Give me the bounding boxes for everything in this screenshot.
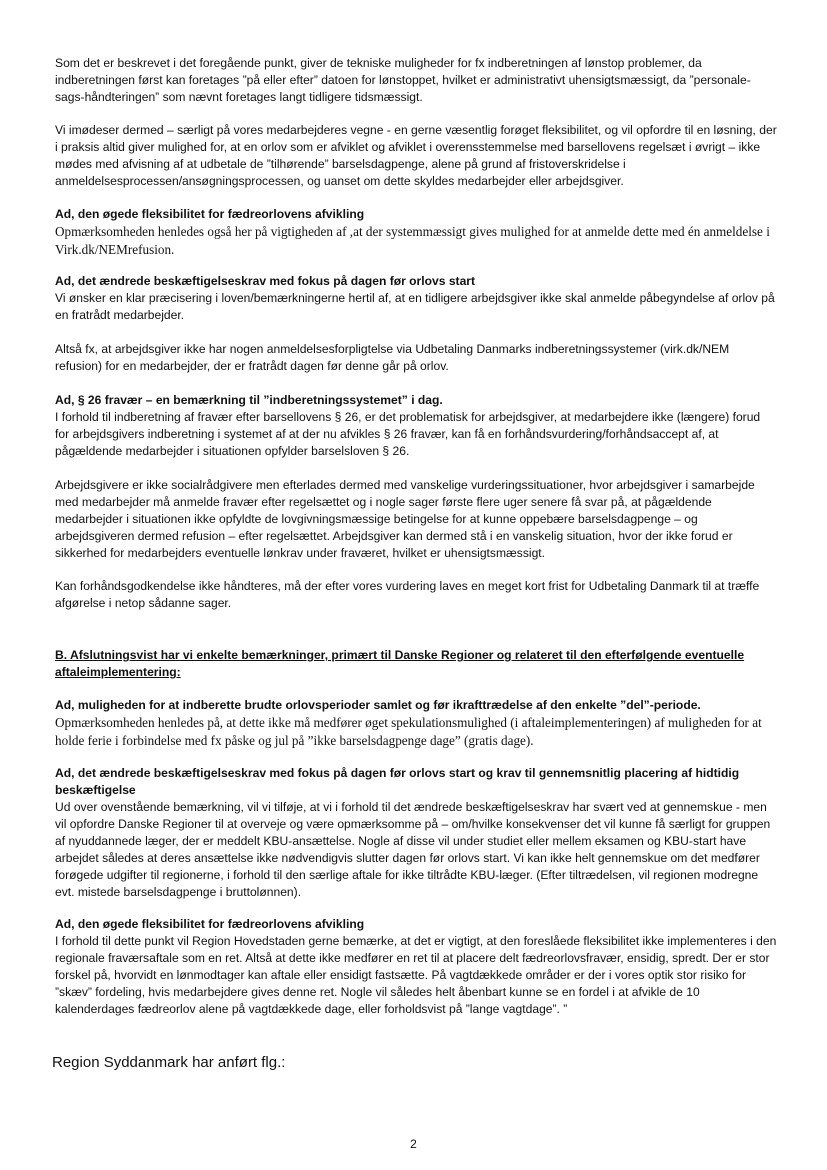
heading-brudte-orlovsperioder: Ad, muligheden for at indberette brudte orlovsperioder samlet og før ikrafttrædelse af den enkelte ”del”-periode. (55, 698, 701, 712)
heading-beskaeftigelseskrav: Ad, det ændrede beskæftigelseskrav med fokus på dagen før orlovs start (55, 274, 476, 288)
paragraph-kbu-laeger: Ud over ovenstående bemærkning, vil vi tilføje, at vi i forhold til det ændrede beskæftigelseskrav har svært ved at gennemskue - men vil opfordre Danske Regioner til at overveje og være opmærksomme på – om/hvilke konsekvenser det vil kunne få særligt for gruppen af nyuddannede læger, der er meddelt KBU-ansættelse. Nogle af disse vil under studiet eller mellem eksamen og KBU-start have arbejdet således at deres ansættelse ikke nødvendigvis slutter dagen før orlovs start. Vi kan ikke helt gennemskue om det medfører forøgede udgifter til regionerne, i forhold til den særlige aftale for ikke tiltrådte KBU-læger. (Efter tiltrædelsen, vil regionen modregne evt. mistede barselsdagpenge i bruttolønnen). (55, 800, 771, 899)
heading-beskaeftigelseskrav-placering: Ad, det ændrede beskæftigelseskrav med fokus på dagen før orlovs start og krav til gennemsnitlig placering af hidtidig beskæftigelse (55, 766, 740, 797)
section-faedreorlov-1 (55, 206, 777, 259)
paragraph-anmeldelsesforpligtelse: Altså fx, at arbejdsgiver ikke har nogen anmeldelsesforpligtelse via Udbetaling Danmarks indberetningssystemer (virk.dk/NEM refusion) for en medarbejder, der er fratrådt dagen før denne går på orlov. (55, 342, 730, 373)
heading-paragraf-26: Ad, § 26 fravær – en bemærkning til ”indberetningssystemet” i dag. (55, 393, 443, 407)
section-paragraf-26 (55, 392, 777, 460)
paragraph-fleksibilitet-opfordring: Vi imødeser dermed – særligt på vores medarbejderes vegne - en gerne væsentlig forøget fleksibilitet, og vil opfordre til en løsning, der i praksis altid giver mulighed for, at en orlov som er afviklet og afviklet i overensstemmelse med barsellovens regelsæt i øvrigt – ikke mødes med afvisning af at udbetale de ”tilhørende” barselsdagpenge, alene på grund af fristoverskridelse i anmeldelsesprocessen/ansøgningsprocessen, og uanset om dette skyldes medarbejder eller arbejdsgiver. (55, 123, 777, 188)
section-b-title: B. Afslutningsvist har vi enkelte bemærkninger, primært til Danske Regioner og relateret til den efterfølgende eventuelle aftaleimplementering: (55, 648, 745, 679)
paragraph-spekulationsmulighed: Opmærksomheden henledes på, at dette ikke må medfører øget spekulationsmulighed (i aftaleimplementeringen) af muligheden for at holde ferie i forbindelse med fx påske og jul på ”ikke barselsdagpenge dage” (gratis dage). (55, 715, 762, 748)
paragraph-praecisering: Vi ønsker en klar præcisering i loven/bemærkningerne hertil af, at en tidligere arbejdsgiver ikke skal anmelde påbegyndelse af orlov på en fratrådt medarbejder. (55, 291, 775, 322)
paragraph-lonstop: Som det er beskrevet i det foregående punkt, giver de tekniske muligheder for fx indberetningen af lønstop problemer, da indberetningen først kan foretages ”på eller efter” datoen for lønstoppet, hvilket er administrativt uhensigtsmæssigt, da ”personale-sags-håndteringen” som nævnt foretages langt tidligere tidsmæssigt. (55, 56, 751, 104)
heading-faedreorlov: Ad, den øgede fleksibilitet for fædreorlovens afvikling (55, 207, 365, 221)
page-number: 2 (410, 1137, 417, 1151)
section-brudte-orlovsperioder (55, 697, 777, 750)
closing-line: Region Syddanmark har anført flg.: (52, 1054, 286, 1071)
paragraph-region-hovedstaden: I forhold til dette punkt vil Region Hovedstaden gerne bemærke, at det er vigtigt, at den foreslåede fleksibilitet ikke implementeres i den regionale fraværsaftale som en ret. Altså at dette ikke medfører en ret til at placere delt fædreorlovsfravær, ensidig, spredt. Der er stor forskel på, hvorvidt en lønmodtager kan aftale eller ensidigt fastsætte. På vagtdækkede områder er der i vores optik stor risiko for ”skæv” fordeling, hvis medarbejdere gives denne ret. Nogle vil således helt åbenbart kunne se en fordel i at afvikle de 10 kalenderdages fædreorlov alene på vagtdækkede dage, eller forholdsvist på ”lange vagtdage”. ” (55, 934, 777, 1016)
section-faedreorlov-2 (55, 916, 777, 1018)
paragraph-socialraadgivere: Arbejdsgivere er ikke socialrådgivere men efterlades dermed med vanskelige vurderingssituationer, hvor arbejdsgiver i samarbejde med medarbejder må anmelde fravær efter regelsættet og i nogle sager første flere uger senere få svar på, at pågældende medarbejder i situationen ikke opfyldte de lovgivningsmæssige betingelse for at kunne oppebære barselsdagpenge – og arbejdsgiveren dermed refusion – efter regelsættet. Arbejdsgiver kan dermed stå i en vanskelig situation, hvor der ikke forud er sikkerhed for medarbejders eventuelle lønkrav under fraværet, hvilket er uhensigtsmæssigt. (55, 478, 755, 560)
section-beskaeftigelseskrav-2 (55, 765, 777, 901)
section-beskaeftigelseskrav-1 (55, 273, 777, 324)
heading-faedreorlov-2: Ad, den øgede fleksibilitet for fædreorlovens afvikling (55, 917, 365, 931)
paragraph-forhaandsgodkendelse: Kan forhåndsgodkendelse ikke håndteres, må der efter vores vurdering laves en meget kort frist for Udbetaling Danmark til at træffe afgørelse i netop sådanne sager. (55, 579, 760, 610)
paragraph-paragraf-26-indberetning: I forhold til indberetning af fravær efter barsellovens § 26, er det problematisk for arbejdsgiver, at medarbejdere ikke (længere) forud for arbejdsgivers indberetning i systemet af at der nu afvikles § 26 fravær, kan få en forhåndsvurdering/forhåndsaccept af, at pågældende medarbejder i situationen opfylder barselsloven § 26. (55, 410, 761, 458)
paragraph-virk-anmeldelse: Opmærksomheden henledes også her på vigtigheden af ,at der systemmæssigt gives mulighed for at anmelde dette med én anmeldelse i Virk.dk/NEMrefusion. (55, 224, 770, 257)
